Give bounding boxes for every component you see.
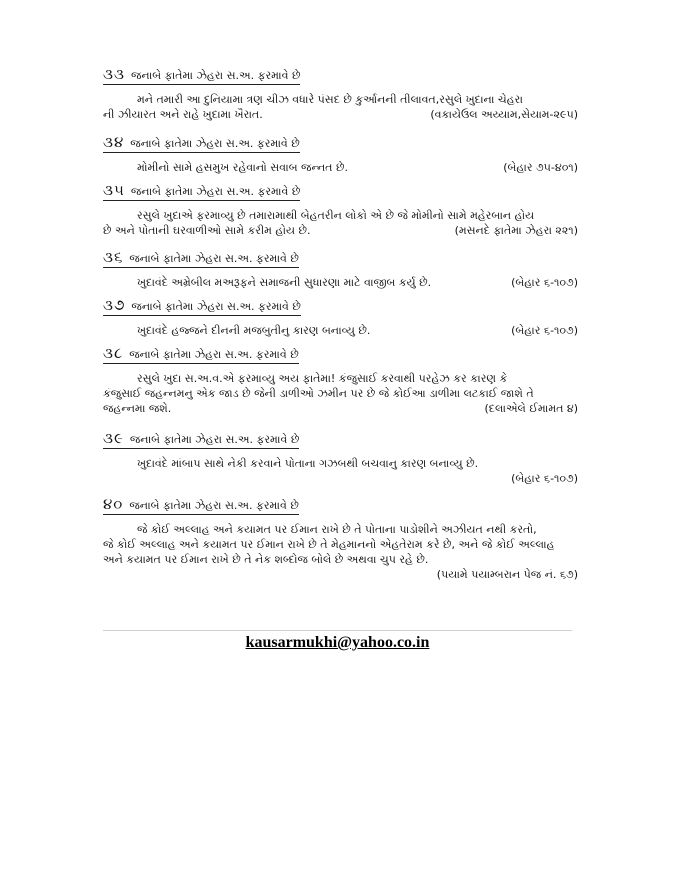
body-line: ખુદાવંદે અમ્રેબીલ મઅરૂફને સમાજની સુધારણા માટે વાજીબ કર્યુ છે. (137, 276, 432, 289)
hadith-section-37 (103, 295, 578, 338)
reference-citation: (દલાએલે ઈમામત ૪) (484, 402, 578, 415)
body-line: ખુદાવંદે માંબાપ સાથે નેકી કરવાને પોતાના ગઝબથી બચવાનુ કારણ બનાવ્યુ છે. (137, 457, 479, 470)
hadith-section-33 (103, 64, 578, 122)
section-heading (103, 431, 299, 449)
section-title: જનાબે ફાતેમા ઝેહરા સ.અ. ફરમાવે છે (129, 499, 299, 512)
hadith-section-34 (103, 132, 578, 175)
body-line: છે અને પોતાની ઘરવાળીઓ સામે કરીમ હોય છે. (103, 224, 311, 237)
section-title: જનાબે ફાતેમા ઝેહરા સ.અ. ફરમાવે છે (129, 252, 299, 265)
section-title: જનાબે ફાતેમા ઝેહરા સ.અ. ફરમાવે છે (129, 433, 300, 446)
reference-citation: (વકાયેઉલ અય્યામ,સેયામ-૨૯૫) (430, 108, 578, 121)
section-heading (103, 346, 299, 364)
reference-citation: (બેહાર ૬-૧૦૭) (511, 324, 578, 337)
body-line-with-reference (103, 275, 578, 290)
section-title: જનાબે ફાતેમા ઝેહરા સ.અ. ફરમાવે છે (130, 137, 300, 150)
reference-citation: (મસનદે ફાતેમા ઝેહરા ૨૨૧) (454, 224, 578, 237)
section-heading (103, 183, 300, 201)
section-number: ૪૦ (103, 495, 124, 513)
section-number: ૩૫ (103, 181, 125, 199)
section-number: ૩૮ (103, 344, 124, 362)
hadith-section-35 (103, 180, 578, 238)
body-line: રસુલે ખુદાએ ફરમાવ્યુ છે તમારામાથી બેહતરીન લોકો એ છે જે મોમીનો સામે મહેરબાન હોય (137, 209, 535, 222)
reference-citation: (બેહાર ૬-૧૦૭) (511, 472, 578, 485)
body-line: મને તમારી આ દુનિયામા ત્રણ ચીઝ વધારે પંસદ છે કુર્આનની તીલાવત,રસુલે ખુદાના ચેહરા (137, 93, 523, 106)
hadith-section-36 (103, 247, 578, 290)
reference-citation: (બેહાર ૬-૧૦૭) (511, 276, 578, 289)
body-line-with-reference (103, 323, 578, 338)
body-line: રસુલે ખુદા સ.અ.વ.એ ફરમાવ્યુ અય ફાતેમા! કંજુસાઈ કરવાથી પરહેઝ કર કારણ કે (137, 372, 508, 385)
section-heading (103, 67, 300, 85)
body-line-with-reference (103, 107, 578, 122)
hadith-section-39 (103, 428, 578, 486)
body-line: કંજુસાઈ જહન્નમનુ એક જાડ છે જેની ડાળીઓ ઝમીન પર છે જે કોઈઆ ડાળીમા લટકાઈ જાશે તે (103, 387, 534, 400)
reference-citation: (પયામે પયામ્બરાન પેજ નં. ૬૭) (436, 568, 578, 581)
section-title: જનાબે ફાતેમા ઝેહરા સ.અ. ફરમાવે છે (130, 185, 301, 198)
hadith-section-40 (103, 494, 578, 582)
reference-citation: (બેહાર ૭૫-૪૦૧) (503, 161, 578, 174)
body-line: ખુદાવંદે હજ્જને દીનની મજબુતીનુ કારણ બનાવ્યુ છે. (137, 324, 371, 337)
body-line: અને કયામત પર ઈમાન રાખે છે તે નેક શબ્દોજ બોલે છે અથવા ચુપ રહે છે. (103, 553, 429, 566)
section-title: જનાબે ફાતેમા ઝેહરા સ.અ. ફરમાવે છે (129, 348, 299, 361)
section-heading (103, 298, 301, 316)
body-line: ની ઝીયારત અને રાહે ખુદામા ખૈરાત. (103, 108, 263, 121)
section-number: ૩૭ (103, 296, 126, 314)
section-title: જનાબે ફાતેમા ઝેહરા સ.અ. ફરમાવે છે (131, 300, 301, 313)
section-number: ૩૩ (103, 65, 125, 83)
section-number: ૩૬ (103, 248, 124, 266)
section-heading (103, 497, 299, 515)
body-line-with-reference (103, 401, 578, 416)
section-number: ૩૪ (103, 133, 125, 151)
body-line-with-reference (103, 223, 578, 238)
body-line: મોમીનો સામે હસમુખ રહેવાનો સવાબ જન્નત છે. (137, 161, 348, 174)
body-line: જહન્નમા જશે. (103, 402, 172, 415)
email-link[interactable]: kausarmukhi@yahoo.co.in (245, 634, 430, 651)
section-heading (103, 250, 299, 268)
footer-divider (103, 630, 572, 631)
hadith-section-38 (103, 343, 578, 416)
body-line: જે કોઈ અલ્લાહ અને કયામત પર ઈમાન રાખે છે તે પોતાના પાડોશીને અઝીયત નથી કરતો, (137, 523, 537, 536)
body-line: જે કોઈ અલ્લાહ અને કયામત પર ઈમાન રાખે છે તે મેહમાનનો એહતેરામ કરે છે, અને જે કોઈ અલ્લાહ (103, 538, 555, 551)
body-line-with-reference (103, 160, 578, 175)
section-title: જનાબે ફાતેમા ઝેહરા સ.અ. ફરમાવે છે (130, 69, 301, 82)
section-number: ૩૯ (103, 429, 124, 447)
section-heading (103, 135, 300, 153)
